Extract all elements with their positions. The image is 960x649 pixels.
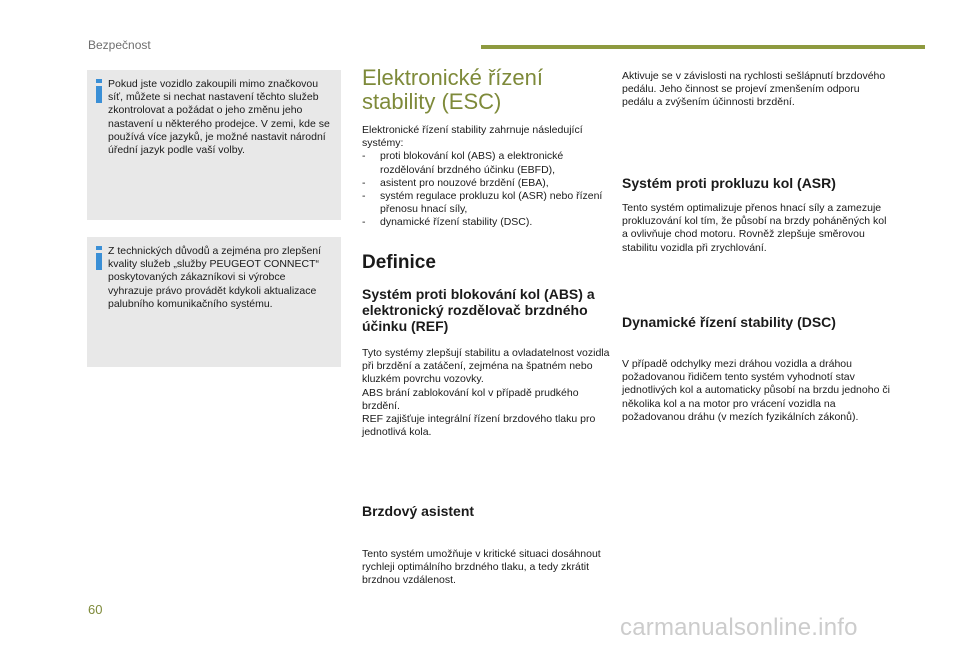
abs-ref-text: Tyto systémy zlepšují stabilitu a ovladatelnost vozidla při brzdění a zatáčení, zejména na špatném nebo kluzkém povrchu vozovky. ABS brání zablokování kol v případě prudkého brzdění. REF zajišťuje integrální řízení brzdového tlaku pro jednotlivá kola. [362,347,610,439]
header-accent-bar [481,45,925,49]
list-item: - asistent pro nouzové brzdění (EBA), [362,177,614,190]
info-note-text: Z technických důvodů a zejména pro zlepšení kvality služeb „služby PEUGEOT CONNECT“ poskytovaných zákazníkovi si výrobce vyhrazuje právo provádět kdykoli aktualizace palubního komunikačního systému. [108,245,322,310]
esc-system-list [362,150,614,229]
brake-assist-text: Tento systém umožňuje v kritické situaci dosáhnout rychleji optimálního brzdného tlaku, a tedy zkrátit brzdnou vzdálenost. [362,548,601,587]
asr-text: Tento systém optimalizuje přenos hnací síly a zamezuje prokluzování kol tím, že působí na brzdy poháněných kol a ovlivňuje chod motoru. Rovněž zlepšuje směrovou stabilitu vozidla při zrychlování. [622,202,887,254]
watermark: carmanualsonline.info [620,614,858,641]
info-note-text: Pokud jste vozidlo zakoupili mimo značkovou síť, můžete si nechat nastavení těchto služeb zkontrolovat a požádat o jeho změnu jeho nastavení u některého prodejce. V zemi, kde se používá více jazyků, je možné nastavit národní úřední jazyk podle vaší volby. [108,78,330,157]
heading-brake-assist: Brzdový asistent [362,503,475,519]
page-number: 60 [88,602,103,617]
dsc-text: V případě odchylky mezi dráhou vozidla a dráhou požadovanou řidičem tento systém vyhodnotí stav jednotlivých kol a automaticky působí na brzdu jednoho či několika kol a na motor pro vrácení vozidla na požadovanou dráhu (v mezích fyzikálních zákonů). [622,358,890,423]
esc-intro: Elektronické řízení stability zahrnuje následující systémy: [362,124,583,150]
section-heading-esc: Elektronické řízení stability (ESC) [362,65,543,114]
heading-abs-ref: Systém proti blokování kol (ABS) a elektronický rozdělovač brzdného účinku (REF) [362,286,595,334]
list-item: - proti blokování kol (ABS) a elektronické rozdělování brzdného účinku (EBFD), [362,150,614,176]
esc-intro-block [362,124,614,230]
list-item: - dynamické řízení stability (DSC). [362,216,614,229]
heading-asr: Systém proti prokluzu kol (ASR) [622,175,836,191]
brake-assist-continued: Aktivuje se v závislosti na rychlosti sešlápnutí brzdového pedálu. Jeho činnost se projeví zmenšením odporu pedálu a zvýšením účinnosti brzdění. [622,70,886,109]
info-icon [95,79,103,103]
heading-dsc: Dynamické řízení stability (DSC) [622,314,836,330]
info-icon [95,246,103,270]
info-note [87,237,341,367]
list-item: - systém regulace prokluzu kol (ASR) nebo řízení přenosu hnací síly, [362,190,614,216]
info-note [87,70,341,220]
section-title: Bezpečnost [88,38,151,52]
heading-definice: Definice [362,252,436,273]
